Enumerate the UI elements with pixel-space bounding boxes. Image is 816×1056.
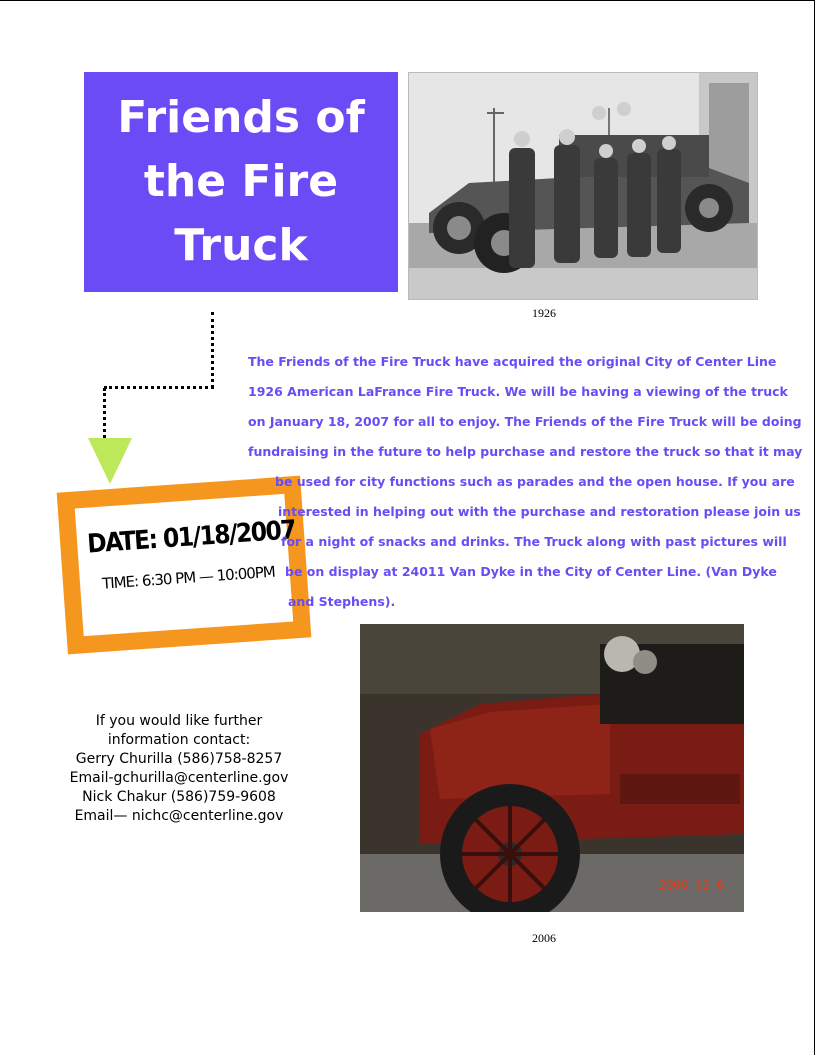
- body-line: fundraising in the future to help purchase and restore the truck so that it may: [248, 444, 803, 459]
- photo-1926-fire-truck: [408, 72, 758, 300]
- photo-1926-illustration: [409, 73, 758, 300]
- photo-date-stamp: 2006 12 6: [658, 878, 724, 892]
- photo-2006-fire-truck: [360, 624, 744, 912]
- contact-line: Nick Chakur (586)759-9608: [82, 789, 276, 805]
- caption-2006: 2006: [532, 931, 556, 945]
- title-line-2: the Fire: [143, 156, 339, 207]
- photo-2006-illustration: [360, 624, 744, 912]
- body-line: The Friends of the Fire Truck have acquired the original City of Center Line: [248, 354, 777, 369]
- caption-1926: 1926: [532, 306, 556, 320]
- contact-line: Email— nichc@centerline.gov: [74, 808, 284, 824]
- title-line-3: Truck: [174, 220, 308, 271]
- contact-info: [56, 712, 302, 826]
- dotted-line-vertical: [211, 312, 214, 388]
- body-line: be on display at 24011 Van Dyke in the City of Center Line. (Van Dyke: [285, 564, 777, 579]
- contact-line: Gerry Churilla (586)758-8257: [75, 751, 283, 767]
- flyer-title: [101, 86, 381, 278]
- dotted-line-down: [103, 388, 106, 438]
- title-box: [84, 72, 398, 292]
- body-line: 1926 American LaFrance Fire Truck. We will be having a viewing of the truck: [248, 384, 788, 399]
- contact-line: If you would like further: [95, 713, 263, 729]
- arrow-down-icon: [88, 438, 132, 484]
- contact-line: Email-gchurilla@centerline.gov: [69, 770, 289, 786]
- body-line: and Stephens).: [288, 594, 396, 609]
- event-date: DATE: 01/18/2007: [86, 515, 297, 560]
- body-line: interested in helping out with the purchase and restoration please join us: [278, 504, 801, 519]
- dotted-line-horizontal: [104, 386, 214, 389]
- event-time: TIME: 6:30 PM — 10:00PM: [101, 562, 276, 593]
- title-line-1: Friends of: [117, 92, 365, 143]
- contact-line: information contact:: [107, 732, 251, 748]
- body-line: for a night of snacks and drinks. The Truck along with past pictures will: [281, 534, 787, 549]
- body-line: on January 18, 2007 for all to enjoy. The Friends of the Fire Truck will be doing: [248, 414, 802, 429]
- event-date-card: [57, 476, 312, 655]
- body-line: be used for city functions such as parades and the open house. If you are: [275, 474, 795, 489]
